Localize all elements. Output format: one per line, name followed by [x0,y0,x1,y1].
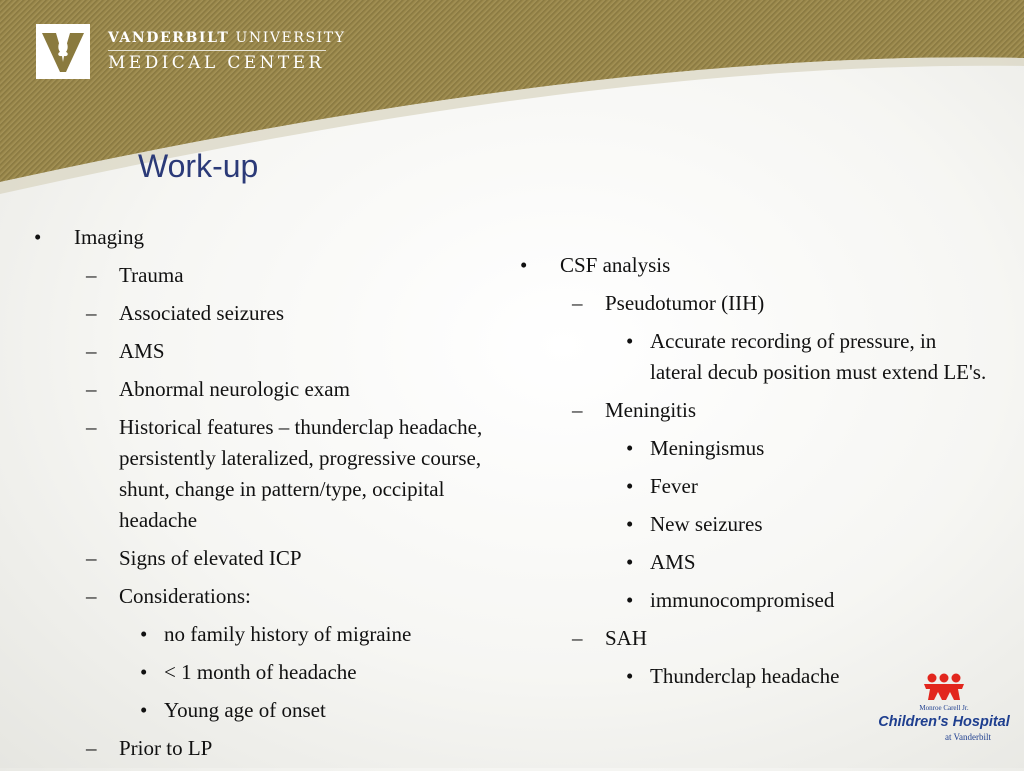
list-item [520,288,990,319]
item-text: SAH [605,626,648,650]
item-text: < 1 month of headache [164,660,357,684]
item-text: Considerations: [119,584,251,608]
item-text: Abnormal neurologic exam [119,377,350,401]
item-text: immunocompromised [650,588,835,612]
list-item [520,250,990,281]
item-text: AMS [119,339,165,363]
bullet-marker: • [34,225,42,249]
item-text: Meningitis [605,398,697,422]
children-figures-icon [924,674,964,701]
list-item [520,326,990,388]
list-item [520,395,990,426]
dash-marker: – [86,584,97,608]
item-text: Imaging [74,225,144,249]
brand-divider [108,50,326,51]
item-text: Pseudotumor (IIH) [605,291,765,315]
brand-line2: MEDICAL CENTER [108,53,325,73]
list-item [34,336,504,367]
list-item [520,547,990,578]
logo-line1: Monroe Carell Jr. [919,704,969,712]
list-item [34,733,504,764]
dash-marker: – [86,263,97,287]
bullet-marker: • [626,664,634,688]
list-item [34,298,504,329]
item-text: Fever [650,474,698,498]
bullet-marker: • [520,253,528,277]
list-item [34,657,504,688]
item-text: Historical features – thunderclap headache, persistently lateralized, progressive course, shunt, change in pattern/type, occipital headache [119,415,483,532]
dash-marker: – [86,415,97,439]
bullet-marker: • [626,436,634,460]
item-text: CSF analysis [560,253,671,277]
slide-title: Work-up [138,148,259,184]
dash-marker: – [572,398,583,422]
list-item [520,433,990,464]
left-column [34,222,504,771]
list-item [34,543,504,574]
brand-line1: VANDERBILT UNIVERSITY [108,30,346,46]
bullet-marker: • [626,329,634,353]
list-item [34,222,504,253]
logo-line2: Children's Hospital [878,714,1010,730]
bullet-marker: • [626,474,634,498]
item-text: Trauma [119,263,184,287]
dash-marker: – [572,626,583,650]
item-text: Associated seizures [119,301,285,325]
dash-marker: – [86,377,97,401]
logo-line3: at Vanderbilt [944,732,992,742]
list-item [34,374,504,405]
list-item [34,619,504,650]
list-item [520,509,990,540]
dash-marker: – [86,339,97,363]
bullet-marker: • [626,588,634,612]
bullet-marker: • [626,550,634,574]
vanderbilt-v-oak-leaf-icon [36,24,90,79]
dash-marker: – [86,301,97,325]
list-item [34,695,504,726]
list-item [520,585,990,616]
item-text: Signs of elevated ICP [119,546,302,570]
item-text: Accurate recording of pressure, in lateral decub position must extend LE's. [650,329,987,384]
list-item [34,260,504,291]
dash-marker: – [86,546,97,570]
dash-marker: – [86,736,97,760]
right-column [520,250,990,699]
list-item [520,623,990,654]
list-item [34,412,504,536]
list-item [34,581,504,612]
item-text: Thunderclap headache [650,664,840,688]
list-item [520,471,990,502]
childrens-hospital-logo [878,672,1010,748]
item-text: AMS [650,550,696,574]
bullet-marker: • [140,698,148,722]
bullet-marker: • [626,512,634,536]
bullet-marker: • [140,622,148,646]
item-text: New seizures [650,512,763,536]
item-text: Meningismus [650,436,765,460]
bullet-marker: • [140,660,148,684]
item-text: Prior to LP [119,736,213,760]
vanderbilt-logo [36,24,90,79]
dash-marker: – [572,291,583,315]
item-text: Young age of onset [164,698,326,722]
item-text: no family history of migraine [164,622,412,646]
